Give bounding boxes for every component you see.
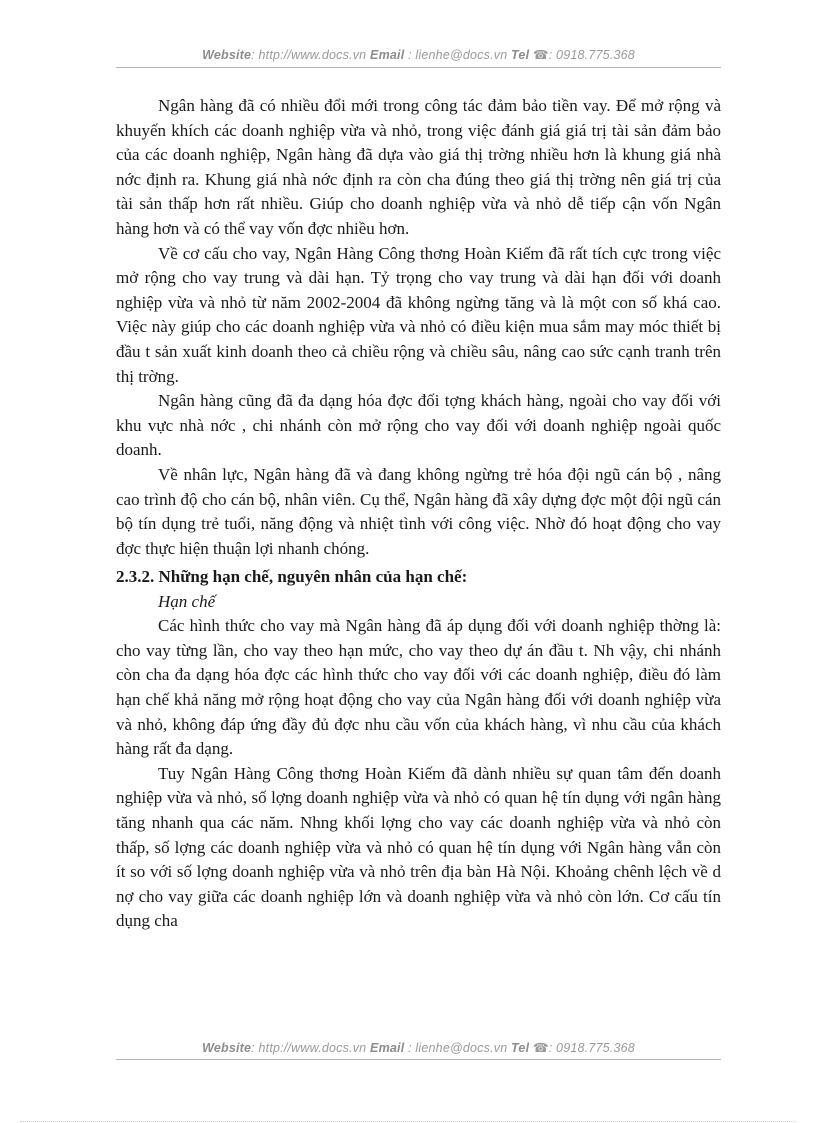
footer-website-label: Website bbox=[202, 1041, 252, 1055]
page-body bbox=[116, 94, 721, 934]
tel-value: ☎: 0918.775.368 bbox=[532, 48, 635, 62]
email-value: : lienhe@docs.vn bbox=[408, 48, 508, 62]
page-edge-divider bbox=[20, 1121, 796, 1122]
website-label: Website bbox=[202, 48, 252, 62]
paragraph-loan-structure: Về cơ cấu cho vay, Ngân Hàng Công thơng Hoàn Kiếm đã rất tích cực trong việc mở rộng cho vay trung và dài hạn. Tỷ trọng cho vay trung và dài hạn đối với doanh nghiệp vừa và nhỏ từ năm 2002-2004 đã không ngừng tăng và là một con số khá cao. Việc này giúp cho các doanh nghiệp vừa và nhỏ có điều kiện mua sắm may móc thiết bị đầu t sản xuất kinh doanh theo cả chiều rộng và chiều sâu, nâng cao sức cạnh tranh trên thị trờng. bbox=[116, 243, 721, 386]
paragraph-human-resources: Về nhân lực, Ngân hàng đã và đang không ngừng trẻ hóa đội ngũ cán bộ , nâng cao trình độ cho cán bộ, nhân viên. Cụ thể, Ngân hàng đã xây dựng đợc một đội ngũ cán bộ tín dụng trẻ tuổi, năng động và nhiệt tình với công việc. Nhờ đó hoạt động cho vay đợc thực hiện thuận lợi nhanh chóng. bbox=[116, 464, 721, 558]
email-label: Email bbox=[370, 48, 405, 62]
paragraph-loan-forms: Các hình thức cho vay mà Ngân hàng đã áp dụng đối với doanh nghiệp thờng là: cho vay từng lần, cho vay theo hạn mức, cho vay theo dự án đầu t. Nh vậy, chi nhánh còn cha đa dạng hóa đợc các hình thức cho vay đối với các doanh nghiệp, điều đó làm hạn chế khả năng mở rộng hoạt động cho vay của Ngân hàng đối với doanh nghiệp vừa và nhỏ, không đáp ứng đầy đủ đợc nhu cầu vốn của khách hàng, vì nhu cầu của khách hàng rất đa dạng. bbox=[116, 616, 721, 759]
paragraph-customer-diversification: Ngân hàng cũng đã đa dạng hóa đợc đối tợng khách hàng, ngoài cho vay đối với khu vực nhà nớc , chi nhánh còn mở rộng cho vay đối với doanh nghiệp ngoài quốc doanh. bbox=[116, 391, 721, 460]
footer-divider bbox=[116, 1059, 721, 1060]
page-header bbox=[116, 47, 721, 62]
paragraph-collateral: Ngân hàng đã có nhiều đổi mới trong công tác đảm bảo tiền vay. Để mở rộng và khuyến khích các doanh nghiệp vừa và nhỏ, trong việc đánh giá giá trị tài sản đảm bảo của các doanh nghiệp, Ngân hàng đã dựa vào giá thị trờng nhiều hơn là khung giá nhà nớc định ra. Khung giá nhà nớc định ra còn cha đúng theo giá thị trờng nên giá trị của tài sản thấp hơn rất nhiều. Giúp cho doanh nghiệp vừa và nhỏ dễ tiếp cận vốn Ngân hàng hơn và có thể vay vốn đợc nhiều hơn. bbox=[116, 96, 721, 238]
section-heading: 2.3.2. Những hạn chế, nguyên nhân của hạn chế: bbox=[116, 567, 468, 587]
header-divider bbox=[116, 67, 721, 68]
tel-label: Tel bbox=[511, 48, 530, 62]
footer-tel-value: ☎: 0918.775.368 bbox=[532, 1041, 635, 1055]
footer-website-value: : http://www.docs.vn bbox=[251, 1041, 367, 1055]
paragraph-sme-credit: Tuy Ngân Hàng Công thơng Hoàn Kiếm đã dành nhiều sự quan tâm đến doanh nghiệp vừa và nhỏ, số lợng doanh nghiệp vừa và nhỏ có quan hệ tín dụng với ngân hàng tăng nhanh qua các năm. Nhng khối lợng cho vay các doanh nghiệp vừa và nhỏ còn thấp, số lợng các doanh nghiệp vừa và nhỏ có quan hệ tín dụng với Ngân hàng vẫn còn ít so với số lợng doanh nghiệp vừa và nhỏ trên địa bàn Hà Nội. Khoảng chênh lệch về d nợ cho vay giữa các doanh nghiệp lớn và doanh nghiệp vừa và nhỏ còn lớn. Cơ cấu tín dụng cha bbox=[116, 763, 721, 931]
subheading: Hạn chế bbox=[158, 592, 216, 612]
website-value: : http://www.docs.vn bbox=[251, 48, 367, 62]
footer-email-value: : lienhe@docs.vn bbox=[408, 1041, 508, 1055]
footer-email-label: Email bbox=[370, 1041, 405, 1055]
footer-tel-label: Tel bbox=[511, 1041, 530, 1055]
page-footer bbox=[116, 1040, 721, 1055]
